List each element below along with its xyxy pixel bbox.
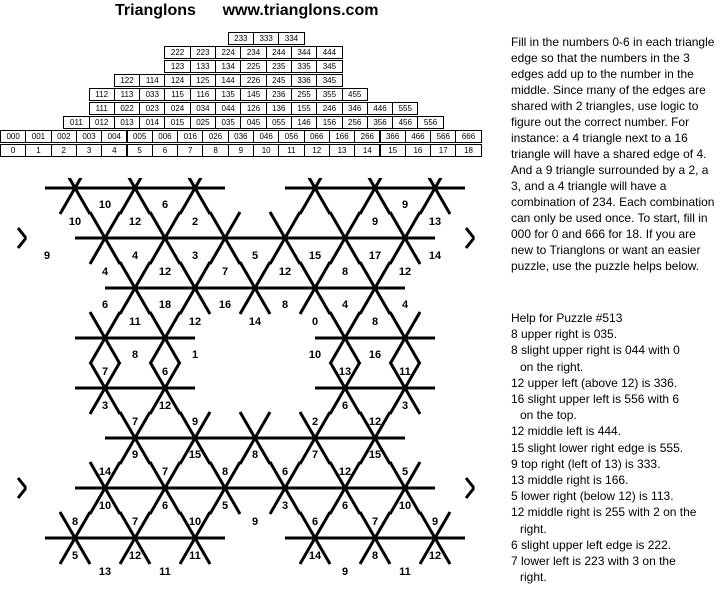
- combo-cell: 0: [0, 144, 26, 157]
- triangle-target-number: 13: [338, 366, 352, 378]
- combo-cell: 146: [291, 116, 317, 129]
- triangle-target-number: 15: [368, 449, 382, 461]
- combo-cell: 455: [342, 88, 368, 101]
- combo-cell: 114: [139, 74, 165, 87]
- combo-cell: 023: [139, 102, 165, 115]
- triangle-target-number: 18: [158, 299, 172, 311]
- triangle-target-number: 4: [101, 266, 109, 278]
- combo-cell: 113: [114, 88, 140, 101]
- combo-cell: 112: [89, 88, 115, 101]
- puzzle-board: [0, 178, 500, 597]
- help-hint: 8 upper right is 035.: [511, 327, 618, 342]
- combo-cell: 066: [304, 130, 330, 143]
- triangle-target-number: 17: [368, 250, 382, 262]
- help-hint: 13 middle right is 166.: [511, 473, 629, 488]
- puzzle-help: [511, 310, 721, 585]
- triangle-target-number: 6: [161, 500, 169, 512]
- combo-cell: 226: [240, 74, 266, 87]
- triangle-target-number: 8: [221, 466, 229, 478]
- combo-cell: 144: [215, 74, 241, 87]
- triangle-target-number: 11: [399, 366, 411, 378]
- triangle-target-number: 13: [428, 216, 442, 228]
- combo-cell: 566: [430, 130, 456, 143]
- combo-cell: 456: [392, 116, 418, 129]
- combo-cell: 466: [405, 130, 431, 143]
- combo-cell: 10: [253, 144, 279, 157]
- triangle-target-number: 8: [341, 266, 349, 278]
- combo-cell: 035: [215, 116, 241, 129]
- combo-cell: 7: [177, 144, 203, 157]
- triangle-target-number: 7: [371, 516, 379, 528]
- combo-cell: 235: [266, 60, 292, 73]
- triangle-target-number: 3: [401, 400, 409, 412]
- edge: [466, 488, 474, 498]
- triangle-target-number: 5: [401, 466, 409, 478]
- triangle-target-number: 9: [131, 449, 139, 461]
- triangle-target-number: 10: [188, 516, 202, 528]
- combo-cell: 233: [228, 32, 254, 45]
- triangle-target-number: 6: [161, 366, 169, 378]
- combo-cell: 055: [266, 116, 292, 129]
- combo-cell: 244: [266, 46, 292, 59]
- triangle-target-number: 12: [188, 316, 202, 328]
- triangle-target-number: 6: [341, 400, 349, 412]
- combo-cell: 255: [291, 88, 317, 101]
- combo-cell: 015: [164, 116, 190, 129]
- triangle-target-number: 12: [128, 550, 142, 562]
- triangle-target-number: 12: [158, 400, 172, 412]
- combo-cell: 234: [240, 46, 266, 59]
- triangle-target-number: 6: [311, 516, 319, 528]
- help-hint: 5 lower right (below 12) is 113.: [511, 489, 674, 504]
- triangle-target-number: 3: [191, 250, 199, 262]
- triangle-target-number: 2: [311, 416, 319, 428]
- triangle-target-number: 8: [281, 299, 289, 311]
- triangle-target-number: 9: [191, 416, 199, 428]
- triangle-target-number: 15: [308, 250, 322, 262]
- help-hint: 12 middle left is 444.: [511, 424, 622, 439]
- combo-cell: 366: [380, 130, 406, 143]
- triangle-target-number: 11: [189, 550, 201, 562]
- triangle-target-number: 12: [128, 216, 142, 228]
- combo-cell: 006: [152, 130, 178, 143]
- triangle-target-number: 10: [308, 349, 322, 361]
- help-hint: 12 middle right is 255 with 2 on the: [511, 505, 697, 520]
- triangle-target-number: 12: [428, 550, 442, 562]
- triangle-target-number: 10: [98, 500, 112, 512]
- combo-cell: 335: [291, 60, 317, 73]
- triangle-target-number: 12: [338, 466, 352, 478]
- combo-cell: 8: [202, 144, 228, 157]
- help-lines: [511, 326, 721, 585]
- combo-cell: 166: [329, 130, 355, 143]
- combo-cell: 1: [25, 144, 51, 157]
- triangle-target-number: 14: [428, 250, 442, 262]
- help-hint: 7 lower left is 223 with 3 on the: [511, 554, 676, 569]
- combo-cell: 14: [354, 144, 380, 157]
- help-hint: 8 slight upper right is 044 with 0: [511, 343, 680, 358]
- combo-cell: 045: [240, 116, 266, 129]
- help-hint: on the top.: [520, 408, 577, 423]
- triangle-target-number: 15: [188, 449, 202, 461]
- triangle-target-number: 7: [221, 266, 229, 278]
- combo-cell: 155: [291, 102, 317, 115]
- triangle-target-number: 7: [311, 449, 319, 461]
- combo-cell: 666: [455, 130, 481, 143]
- triangle-target-number: 12: [278, 266, 292, 278]
- triangle-target-number: 7: [131, 516, 139, 528]
- triangle-target-number: 6: [341, 500, 349, 512]
- triangle-target-number: 16: [368, 349, 382, 361]
- combo-cell: 044: [215, 102, 241, 115]
- combo-cell: 116: [190, 88, 216, 101]
- combo-cell: 4: [101, 144, 127, 157]
- help-title: Help for Puzzle #513: [511, 311, 623, 325]
- combo-cell: 346: [342, 102, 368, 115]
- combo-cell: 123: [164, 60, 190, 73]
- combo-cell: 9: [228, 144, 254, 157]
- triangle-target-number: 8: [131, 349, 139, 361]
- triangle-target-number: 1: [191, 349, 199, 361]
- triangle-target-number: 5: [71, 550, 79, 562]
- combo-cell: 444: [316, 46, 342, 59]
- triangle-target-number: 8: [71, 516, 79, 528]
- combo-cell: 126: [240, 102, 266, 115]
- combo-cell: 236: [266, 88, 292, 101]
- brand-name: Trianglons: [115, 2, 196, 19]
- triangle-target-number: 14: [98, 466, 112, 478]
- combo-cell: 256: [342, 116, 368, 129]
- triangle-target-number: 4: [401, 299, 409, 311]
- edge: [18, 238, 26, 248]
- triangle-target-number: 10: [98, 199, 112, 211]
- triangle-target-number: 9: [341, 566, 349, 578]
- triangle-target-number: 13: [98, 566, 112, 578]
- triangle-target-number: 5: [221, 500, 229, 512]
- combo-cell: 013: [114, 116, 140, 129]
- combo-cell: 222: [164, 46, 190, 59]
- instructions-text: Fill in the numbers 0-6 in each triangle edge so that the numbers in the 3 edges add up to the number in the middle. Since many of the edges are shared with 2 triangles, use logic to figure out the correct number. For instance: a 4 triangle next to a 16 triangle will have a shared edge of 4. And a 9 triangle surrounded by a 2, a 3, and a 4 triangle will have a combination of 234. Each combination can only be used once. To start, fill in 000 for 0 and 666 for 18. If you are new to Trianglons or want an easier puzzle, use the puzzle helps below.: [511, 35, 715, 273]
- triangle-target-number: 12: [398, 266, 412, 278]
- triangle-target-number: 8: [251, 449, 259, 461]
- combo-cell: 3: [76, 144, 102, 157]
- triangle-target-number: 12: [368, 416, 382, 428]
- triangle-target-number: 12: [158, 266, 172, 278]
- edge: [18, 478, 26, 488]
- combo-cell: 025: [190, 116, 216, 129]
- combo-cell: 17: [430, 144, 456, 157]
- combo-cell: 125: [190, 74, 216, 87]
- triangle-target-number: 7: [131, 416, 139, 428]
- triangle-target-number: 10: [68, 216, 82, 228]
- edge: [18, 228, 26, 238]
- combo-cell: 005: [127, 130, 153, 143]
- combo-cell: 135: [215, 88, 241, 101]
- combo-cell: 225: [240, 60, 266, 73]
- page-title: [115, 2, 378, 20]
- combo-cell: 033: [139, 88, 165, 101]
- triangle-target-number: 14: [308, 550, 322, 562]
- combo-cell: 15: [380, 144, 406, 157]
- combo-cell: 004: [101, 130, 127, 143]
- combo-cell: 136: [266, 102, 292, 115]
- combo-cell: 046: [253, 130, 279, 143]
- combo-cell: 036: [228, 130, 254, 143]
- triangle-target-number: 6: [281, 466, 289, 478]
- triangle-target-number: 7: [101, 366, 109, 378]
- combo-cell: 344: [291, 46, 317, 59]
- help-hint: right.: [520, 570, 547, 585]
- triangle-target-number: 3: [281, 500, 289, 512]
- triangle-target-number: 11: [159, 566, 171, 578]
- edge: [466, 478, 474, 488]
- combo-cell: 334: [278, 32, 304, 45]
- site-url: www.trianglons.com: [222, 2, 379, 19]
- triangle-target-number: 9: [431, 516, 439, 528]
- combo-cell: 000: [0, 130, 26, 143]
- combo-cell: 026: [202, 130, 228, 143]
- combo-cell: 022: [114, 102, 140, 115]
- help-hint: 6 slight upper left edge is 222.: [511, 537, 672, 552]
- combo-cell: 011: [63, 116, 89, 129]
- triangle-target-number: 4: [131, 250, 139, 262]
- combo-cell: 124: [164, 74, 190, 87]
- combo-cell: 555: [392, 102, 418, 115]
- triangle-target-number: 9: [43, 250, 51, 262]
- combo-cell: 156: [316, 116, 342, 129]
- triangle-target-number: 6: [161, 199, 169, 211]
- combo-cell: 355: [316, 88, 342, 101]
- combo-cell: 002: [51, 130, 77, 143]
- triangle-target-number: 5: [251, 250, 259, 262]
- combo-cell: 134: [215, 60, 241, 73]
- combo-cell: 133: [190, 60, 216, 73]
- combo-cell: 001: [25, 130, 51, 143]
- help-hint: 12 upper left (above 12) is 336.: [511, 375, 678, 390]
- triangle-target-number: 10: [398, 500, 412, 512]
- combo-cell: 356: [367, 116, 393, 129]
- combo-cell: 223: [190, 46, 216, 59]
- combo-cell: 336: [291, 74, 317, 87]
- combo-cell: 034: [190, 102, 216, 115]
- combo-cell: 016: [177, 130, 203, 143]
- help-hint: right.: [520, 521, 547, 536]
- combo-cell: 245: [266, 74, 292, 87]
- combo-cell: 145: [240, 88, 266, 101]
- combo-cell: 012: [89, 116, 115, 129]
- triangle-target-number: 14: [248, 316, 262, 328]
- combo-cell: 13: [329, 144, 355, 157]
- help-hint: 9 top right (left of 13) is 333.: [511, 456, 661, 471]
- triangle-target-number: 4: [341, 299, 349, 311]
- combo-cell: 246: [316, 102, 342, 115]
- combo-cell: 014: [139, 116, 165, 129]
- combo-cell: 224: [215, 46, 241, 59]
- edge: [18, 488, 26, 498]
- edge: [466, 238, 474, 248]
- combo-cell: 12: [304, 144, 330, 157]
- triangle-target-number: 8: [371, 550, 379, 562]
- triangle-target-number: 9: [371, 216, 379, 228]
- triangle-target-number: 9: [251, 516, 259, 528]
- combo-cell: 333: [253, 32, 279, 45]
- combo-cell: 556: [417, 116, 443, 129]
- help-hint: 15 slight lower right edge is 555.: [511, 440, 684, 455]
- triangle-target-number: 16: [218, 299, 232, 311]
- combo-cell: 16: [405, 144, 431, 157]
- triangle-target-number: 8: [371, 316, 379, 328]
- triangle-target-number: 0: [311, 316, 319, 328]
- combo-cell: 2: [51, 144, 77, 157]
- combo-cell: 056: [278, 130, 304, 143]
- combo-cell: 345: [316, 74, 342, 87]
- instructions: [511, 34, 721, 274]
- combo-cell: 003: [76, 130, 102, 143]
- edge: [466, 228, 474, 238]
- combo-cell: 6: [152, 144, 178, 157]
- combo-cell: 446: [367, 102, 393, 115]
- combo-cell: 266: [354, 130, 380, 143]
- combo-cell: 5: [127, 144, 153, 157]
- triangle-target-number: 3: [101, 400, 109, 412]
- triangle-target-number: 2: [191, 216, 199, 228]
- triangle-target-number: 7: [161, 466, 169, 478]
- help-hint: 16 slight upper left is 556 with 6: [511, 392, 680, 407]
- triangle-target-number: 6: [101, 299, 109, 311]
- combo-cell: 111: [89, 102, 115, 115]
- combo-cell: 11: [278, 144, 304, 157]
- combo-cell: 18: [455, 144, 481, 157]
- triangle-target-number: 11: [129, 316, 141, 328]
- help-hint: on the right.: [520, 359, 584, 374]
- combo-cell: 345: [316, 60, 342, 73]
- triangle-target-number: 11: [399, 566, 411, 578]
- triangle-target-number: 9: [401, 199, 409, 211]
- combo-cell: 115: [164, 88, 190, 101]
- combo-cell: 024: [164, 102, 190, 115]
- combo-cell: 122: [114, 74, 140, 87]
